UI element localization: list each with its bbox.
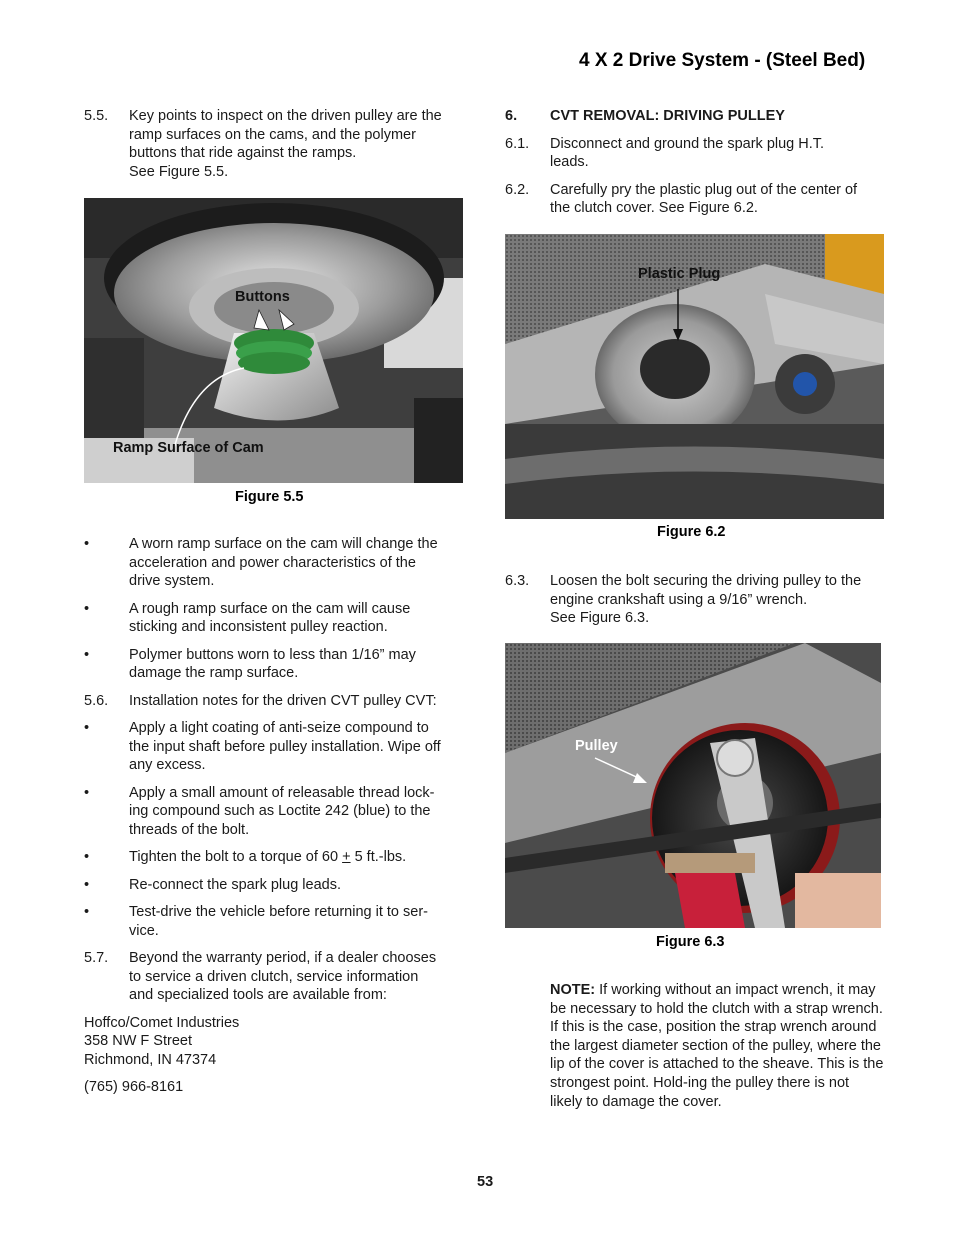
section-number: 6. xyxy=(505,108,518,124)
bullet-line: any excess. xyxy=(129,757,206,773)
right-column-lower xyxy=(505,572,885,637)
step-number: 6.2. xyxy=(505,181,530,198)
bullet-mark: • xyxy=(84,904,90,920)
phone-number: (765) 966-8161 xyxy=(84,1079,184,1095)
bullet-mark: • xyxy=(84,784,90,801)
left-column xyxy=(84,107,464,190)
page-number: 53 xyxy=(477,1174,494,1190)
note-text: If working without an impact wrench, it may be necessary to hold the clutch with a strap wrench. If this is the case, position the strap wrench around the largest diameter section of the pulley, where the lip of the cover is attached to the sheave. This is the strongest point. Hold-ing the pulley there is not likely to damage the cover. xyxy=(550,982,884,1110)
bullet-item xyxy=(84,535,464,591)
bullet-line: vice. xyxy=(129,922,159,939)
address-block xyxy=(84,1014,464,1070)
figure-6-2-caption: Figure 6.2 xyxy=(657,524,726,540)
torque-text: Tighten the bolt to a torque of 60 xyxy=(129,849,343,865)
step-line: Beyond the warranty period, if a dealer chooses xyxy=(129,950,437,966)
bullet-line: Test-drive the vehicle before returning it to ser- xyxy=(129,904,428,920)
bullet-line xyxy=(129,848,464,867)
step-line: Disconnect and ground the spark plug H.T. xyxy=(550,135,825,152)
bullet-mark: • xyxy=(84,849,90,865)
bullet-line: Re-connect the spark plug leads. xyxy=(129,876,341,893)
step-line: See Figure 5.5. xyxy=(129,163,229,180)
step-5-6 xyxy=(84,692,464,711)
bullet-mark: • xyxy=(84,600,90,617)
bullet-line: A worn ramp surface on the cam will change the xyxy=(129,536,438,552)
step-6-3 xyxy=(505,572,885,628)
bullet-line: drive system. xyxy=(129,573,215,589)
step-line: Loosen the bolt securing the driving pulley to the xyxy=(550,573,862,589)
step-line: and specialized tools are available from: xyxy=(129,987,387,1003)
bullet-line: threads of the bolt. xyxy=(129,821,250,838)
step-number: 5.5. xyxy=(84,108,109,124)
bullet-line: the input shaft before pulley installation. Wipe off xyxy=(129,738,441,755)
plus-minus-symbol: + xyxy=(342,849,351,865)
page-header-title: 4 X 2 Drive System - (Steel Bed) xyxy=(579,50,866,71)
bullet-line: Apply a light coating of anti-seize compound to xyxy=(129,720,429,736)
step-line: Key points to inspect on the driven pulley are the xyxy=(129,108,442,124)
note-paragraph xyxy=(550,981,885,1111)
step-line: Carefully pry the plastic plug out of the center of xyxy=(550,181,858,198)
step-line: ramp surfaces on the cams, and the polymer xyxy=(129,126,416,143)
figure-5-5-buttons-label: Buttons xyxy=(235,289,290,305)
bullet-item xyxy=(84,784,464,840)
step-5-7 xyxy=(84,949,464,1005)
bullet-mark: • xyxy=(84,646,90,663)
bullet-line: Polymer buttons worn to less than 1/16” may xyxy=(129,646,416,663)
step-number: 6.3. xyxy=(505,573,530,589)
torque-unit-text: 5 ft.-lbs. xyxy=(350,849,407,865)
figure-5-5-caption: Figure 5.5 xyxy=(235,489,304,505)
figure-6-3-pulley-label: Pulley xyxy=(575,738,618,754)
bullet-item xyxy=(84,600,464,637)
section-6-heading xyxy=(505,107,885,126)
bullet-item xyxy=(84,848,464,867)
step-number: 6.1. xyxy=(505,135,530,152)
step-line: Installation notes for the driven CVT pulley CVT: xyxy=(129,692,437,709)
figure-6-3-caption: Figure 6.3 xyxy=(656,934,725,950)
bullet-item xyxy=(84,719,464,775)
step-line: engine crankshaft using a 9/16” wrench. xyxy=(550,591,808,608)
address-line: Hoffco/Comet Industries xyxy=(84,1014,240,1031)
left-bullets xyxy=(84,535,464,1106)
step-line: See Figure 6.3. xyxy=(550,610,650,626)
step-line: to service a driven clutch, service information xyxy=(129,968,419,985)
bullet-line: Apply a small amount of releasable thread lock- xyxy=(129,784,435,801)
bullet-line: damage the ramp surface. xyxy=(129,665,299,681)
bullet-line: ing compound such as Loctite 242 (blue) to the xyxy=(129,803,431,819)
step-5-5 xyxy=(84,107,464,181)
bullet-line: sticking and inconsistent pulley reaction. xyxy=(129,619,388,635)
step-number: 5.7. xyxy=(84,950,109,966)
address-line: 358 NW F Street xyxy=(84,1033,192,1049)
bullet-mark: • xyxy=(84,536,90,552)
address-line: Richmond, IN 47374 xyxy=(84,1051,217,1068)
step-line: the clutch cover. See Figure 6.2. xyxy=(550,200,758,216)
step-6-2 xyxy=(505,181,885,218)
step-number: 5.6. xyxy=(84,692,109,709)
bullet-mark: • xyxy=(84,876,90,893)
bullet-item xyxy=(84,646,464,683)
figure-6-3-photo xyxy=(505,643,881,928)
figure-6-2-plastic-plug-label: Plastic Plug xyxy=(638,266,721,282)
right-column xyxy=(505,107,885,227)
step-line: leads. xyxy=(550,154,589,170)
bullet-item xyxy=(84,876,464,895)
figure-5-5-ramp-label: Ramp Surface of Cam xyxy=(113,440,264,456)
section-title: CVT REMOVAL: DRIVING PULLEY xyxy=(550,108,785,124)
note-label: NOTE: xyxy=(550,982,596,998)
bullet-line: acceleration and power characteristics of the xyxy=(129,554,416,571)
step-6-1 xyxy=(505,135,885,172)
bullet-item xyxy=(84,903,464,940)
bullet-line: A rough ramp surface on the cam will cause xyxy=(129,600,411,617)
step-line: buttons that ride against the ramps. xyxy=(129,145,357,161)
bullet-mark: • xyxy=(84,720,90,736)
